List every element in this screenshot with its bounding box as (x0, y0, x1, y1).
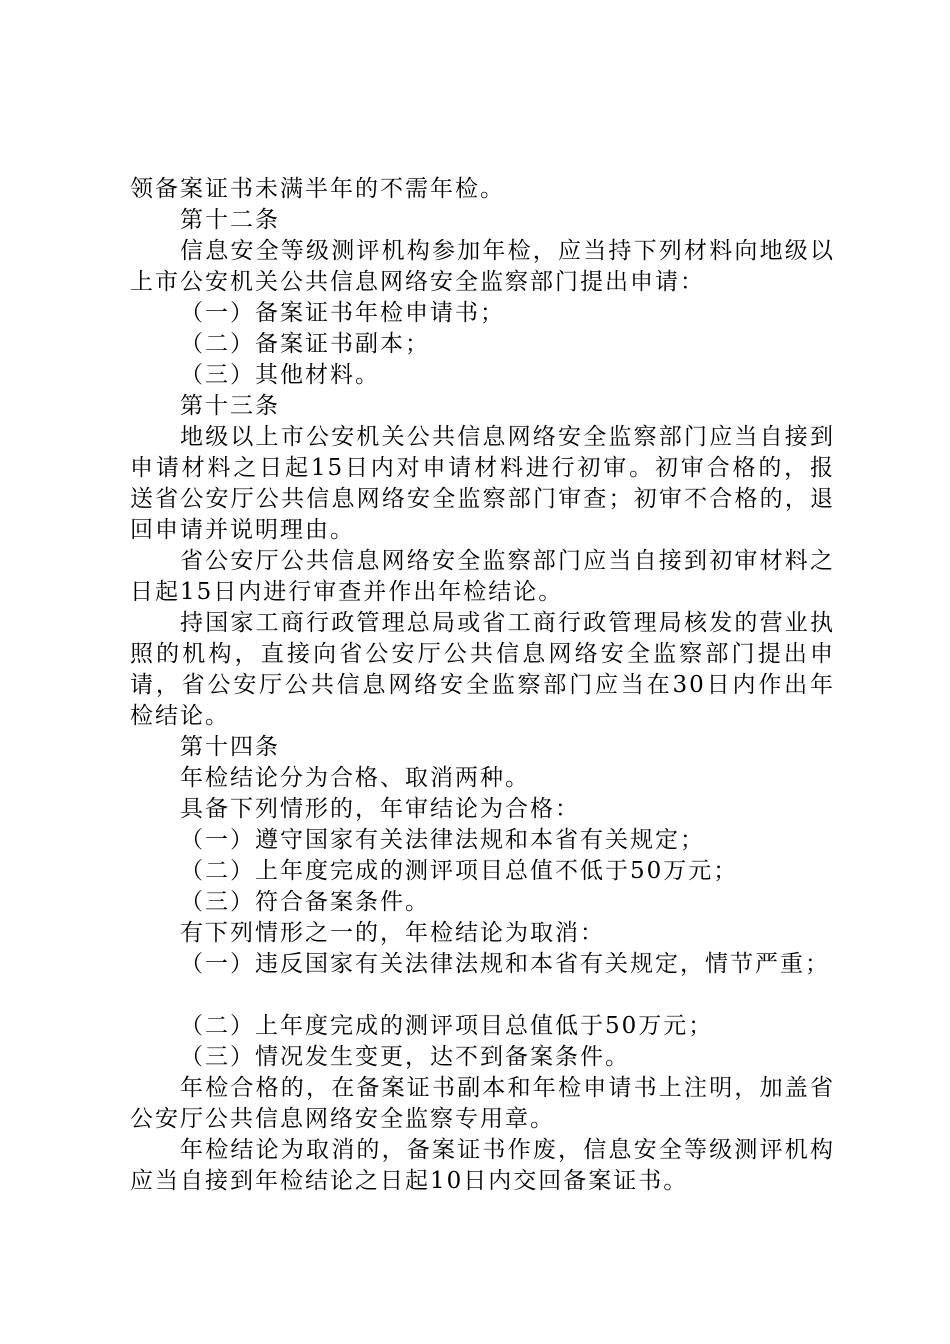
list-item: （一）遵守国家有关法律法规和本省有关规定； (180, 827, 705, 853)
paragraph: 有下列情形之一的，年检结论为取消： (180, 920, 605, 946)
list-item: （一）备案证书年检申请书； (180, 300, 505, 326)
paragraph: 省公安厅公共信息网络安全监察部门应当自接到初审材料之日起15日内进行审查并作出年检结论。 (130, 548, 835, 605)
paragraph: 年检合格的，在备案证书副本和年检申请书上注明，加盖省公安厅公共信息网络安全监察专用章。 (130, 1075, 835, 1132)
paragraph: 年检结论分为合格、取消两种。 (180, 765, 530, 791)
list-item: （三）其他材料。 (180, 362, 380, 388)
article-heading-13: 第十三条 (180, 393, 280, 419)
paragraph: 具备下列情形的，年审结论为合格： (180, 796, 580, 822)
article-heading-14: 第十四条 (180, 734, 280, 760)
list-item: （三）符合备案条件。 (180, 889, 430, 915)
list-item: （二）上年度完成的测评项目总值不低于50万元； (180, 858, 739, 884)
paragraph: 地级以上市公安机关公共信息网络安全监察部门应当自接到申请材料之日起15日内对申请材料进行初审。初审合格的，报送省公安厅公共信息网络安全监察部门审查；初审不合格的，退回申请并说明理由。 (130, 424, 835, 543)
paragraph: 持国家工商行政管理总局或省工商行政管理局核发的营业执照的机构，直接向省公安厅公共信息网络安全监察部门提出申请，省公安厅公共信息网络安全监察部门应当在30日内作出年检结论。 (130, 610, 835, 729)
list-item: （一）违反国家有关法律法规和本省有关规定，情节严重； (180, 951, 830, 977)
list-item: （三）情况发生变更，达不到备案条件。 (180, 1044, 630, 1070)
paragraph: 信息安全等级测评机构参加年检，应当持下列材料向地级以上市公安机关公共信息网络安全监察部门提出申请： (130, 238, 835, 295)
list-item: （二）备案证书副本； (180, 331, 430, 357)
document-body (130, 174, 835, 1197)
paragraph: 年检结论为取消的，备案证书作废，信息安全等级测评机构应当自接到年检结论之日起10日内交回备案证书。 (130, 1137, 835, 1194)
paragraph-continuation: 领备案证书未满半年的不需年检。 (130, 176, 505, 202)
list-item: （二）上年度完成的测评项目总值低于50万元； (180, 1013, 714, 1039)
article-heading-12: 第十二条 (180, 207, 280, 233)
